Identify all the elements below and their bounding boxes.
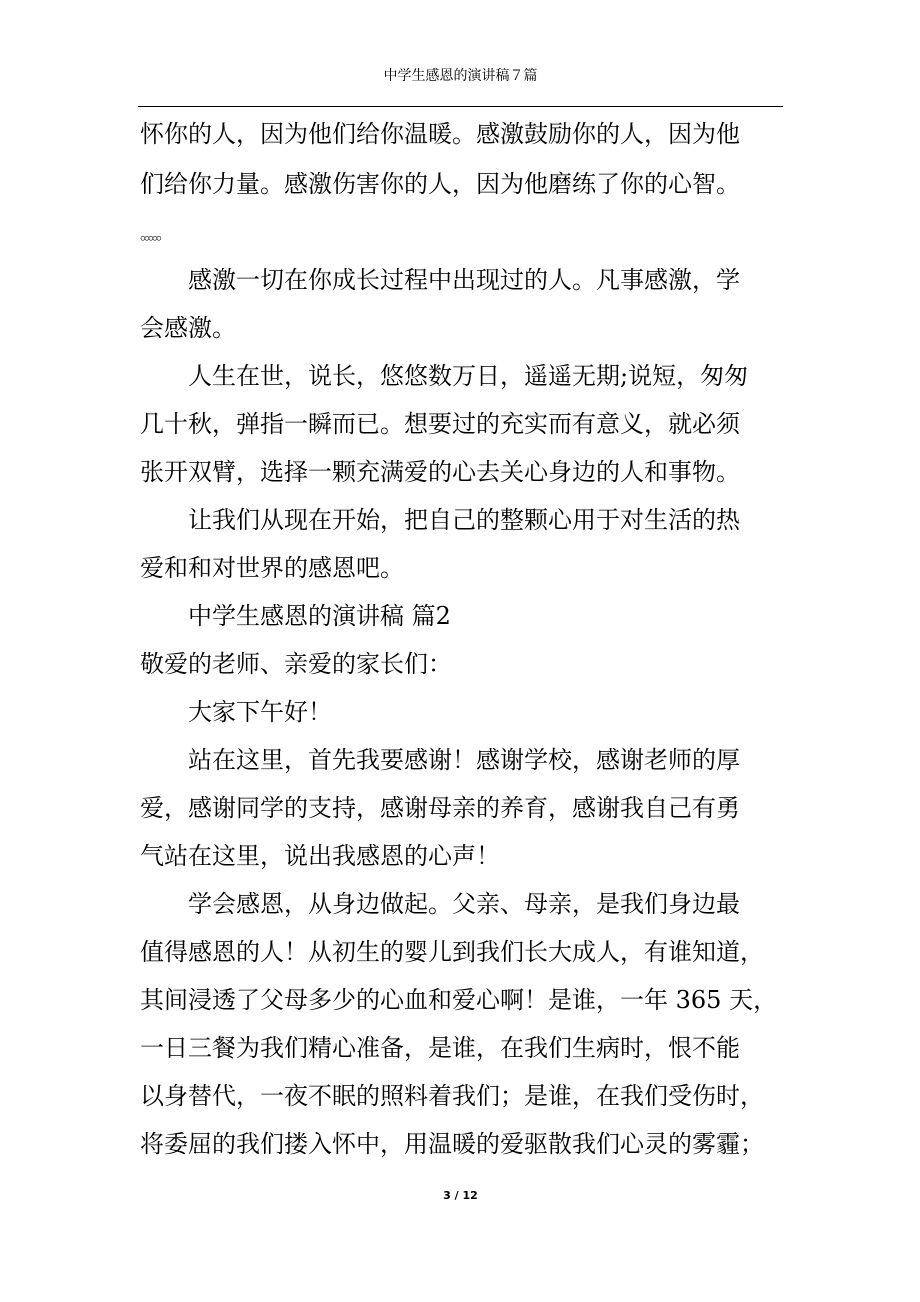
text-line: 站在这里，首先我要感谢！感谢学校，感谢老师的厚: [188, 746, 740, 774]
text-line: 气站在这里，说出我感恩的心声！: [140, 842, 500, 870]
text-line: 爱和和对世界的感恩吧。: [140, 554, 404, 582]
section-heading: 中学生感恩的演讲稿 篇2: [188, 602, 451, 630]
text-line: 以身替代，一夜不眠的照料着我们；是谁，在我们受伤时，: [140, 1082, 764, 1110]
text-line: 几十秋，弹指一瞬而已。想要过的充实而有意义，就必须: [140, 410, 740, 438]
text-line: 们给你力量。感激伤害你的人，因为他磨练了你的心智。: [140, 170, 740, 198]
text-line: 会感激。: [140, 314, 236, 342]
text-line: 值得感恩的人！从初生的婴儿到我们长大成人，有谁知道，: [140, 938, 764, 966]
text-line: 学会感恩，从身边做起。父亲、母亲，是我们身边最: [188, 890, 740, 918]
text-line: 感激一切在你成长过程中出现过的人。凡事感激，学: [188, 266, 740, 294]
header-divider: [138, 106, 783, 107]
text-line: 将委屈的我们搂入怀中，用温暖的爱驱散我们心灵的雾霾；: [140, 1130, 764, 1158]
text-line: 让我们从现在开始，把自己的整颗心用于对生活的热: [188, 506, 740, 534]
page-header: 中学生感恩的演讲稿７篇: [383, 68, 538, 84]
text-line: 人生在世，说长，悠悠数万日，遥遥无期;说短，匆匆: [188, 362, 749, 390]
text-line: 。。。。。: [140, 224, 169, 243]
page-number: 3 / 12: [443, 1189, 478, 1202]
salutation: 敬爱的老师、亲爱的家长们：: [140, 650, 452, 678]
text-line: 其间浸透了父母多少的心血和爱心啊！是谁，一年 365 天，: [140, 986, 778, 1014]
greeting: 大家下午好！: [188, 698, 332, 726]
text-line: 爱，感谢同学的支持，感谢母亲的养育，感谢我自己有勇: [140, 794, 740, 822]
text-line: 张开双臂，选择一颗充满爱的心去关心身边的人和事物。: [140, 458, 740, 486]
text-line: 一日三餐为我们精心准备，是谁，在我们生病时，恨不能: [140, 1034, 740, 1062]
text-line: 怀你的人，因为他们给你温暖。感激鼓励你的人，因为他: [140, 120, 740, 148]
